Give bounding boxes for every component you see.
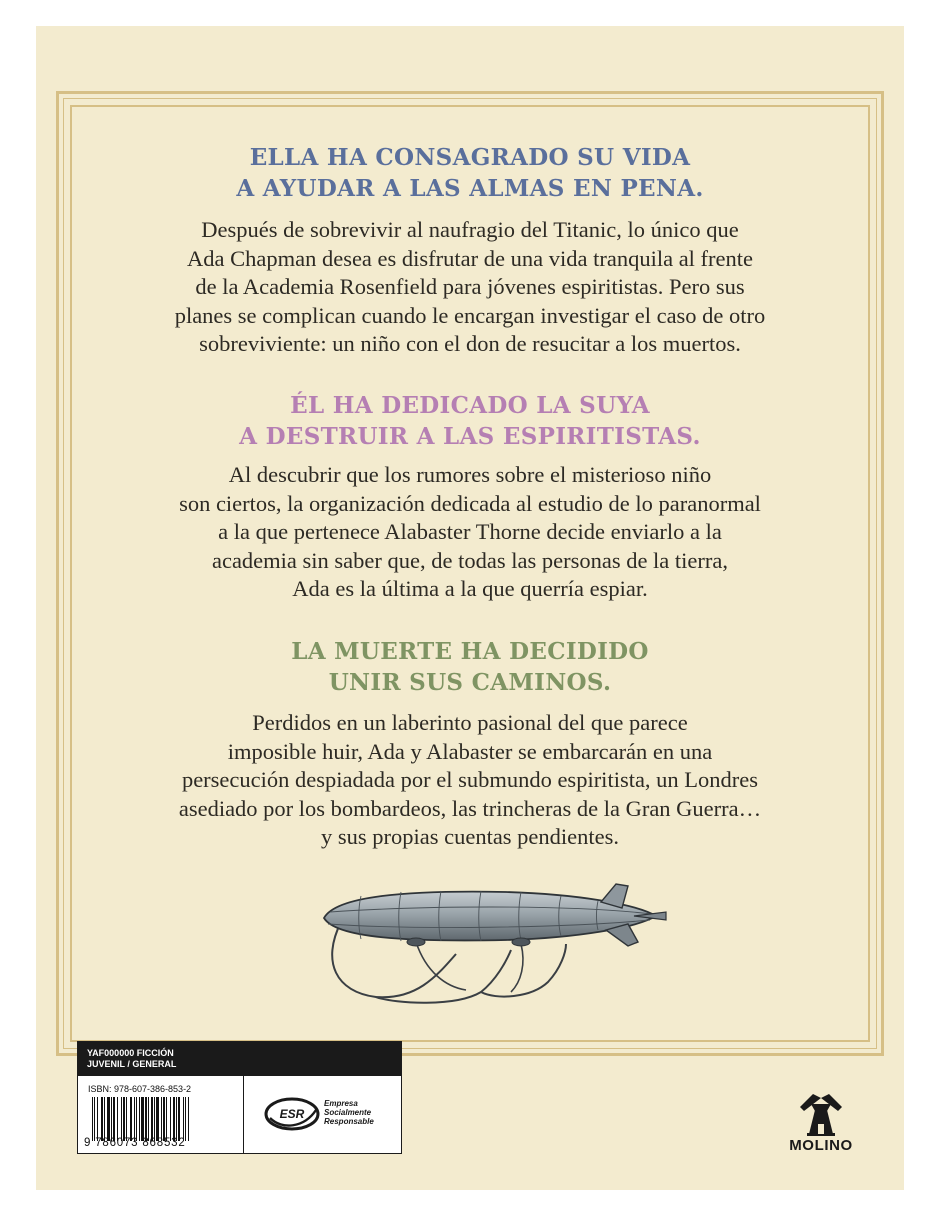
esr-label <box>324 1099 374 1126</box>
esr-logo-icon <box>264 1096 320 1132</box>
paragraph-line: a la que pertenece Alabaster Thorne decide enviarlo a la <box>218 519 722 544</box>
category-line: JUVENIL / GENERAL <box>87 1059 177 1069</box>
esr-line: Socialmente <box>324 1108 372 1117</box>
paragraph-laberinto <box>70 709 870 852</box>
isbn-label: ISBN: 978-607-386-853-2 <box>88 1084 192 1094</box>
paragraph-line: son ciertos, la organización dedicada al estudio de lo paranormal <box>179 490 761 516</box>
esr-logo-text: ESR <box>279 1107 305 1121</box>
barcode-icon <box>92 1097 232 1141</box>
paragraph-line: Ada Chapman desea es disfrutar de una vida tranquila al frente <box>186 245 754 271</box>
heading-el <box>70 390 870 452</box>
subject-category <box>87 1048 176 1070</box>
paragraph-line: imposible huir, Ada y Alabaster se embarcarán en una <box>227 738 713 764</box>
heading-line: A AYUDAR A LAS ALMAS EN PENA. <box>236 175 704 202</box>
esr-line: Responsable <box>324 1117 374 1126</box>
windmill-icon <box>795 1090 847 1138</box>
heading-ella <box>70 142 870 204</box>
publisher-name: MOLINO <box>789 1137 853 1154</box>
paragraph-line: sobreviviente: un niño con el don de resucitar a los muertos. <box>199 331 741 356</box>
paragraph-alabaster <box>70 461 870 604</box>
heading-line: UNIR SUS CAMINOS. <box>328 669 612 696</box>
heading-line: ÉL HA DEDICADO LA SUYA <box>290 392 650 419</box>
heading-line: A DESTRUIR A LAS ESPIRITISTAS. <box>239 423 701 450</box>
paragraph-line: y sus propias cuentas pendientes. <box>320 824 620 849</box>
ean-digits: 9 786073 868532 <box>84 1137 186 1149</box>
esr-line: Empresa <box>324 1099 358 1108</box>
paragraph-line: Perdidos en un laberinto pasional del que parece <box>252 710 688 735</box>
panel-divider <box>243 1042 244 1153</box>
paragraph-ada <box>70 216 870 359</box>
heading-muerte <box>70 636 870 698</box>
paragraph-line: asediado por los bombardeos, las trincheras de la Gran Guerra… <box>178 795 762 821</box>
paragraph-line: academia sin saber que, de todas las personas de la tierra, <box>211 547 729 573</box>
barcode-panel <box>77 1041 402 1154</box>
heading-line: LA MUERTE HA DECIDIDO <box>291 638 649 665</box>
paragraph-line: Al descubrir que los rumores sobre el misterioso niño <box>228 462 712 487</box>
heading-line: ELLA HA CONSAGRADO SU VIDA <box>249 144 691 171</box>
paragraph-line: persecución despiadada por el submundo espiritista, un Londres <box>181 767 759 792</box>
category-line: YAF000000 FICCIÓN <box>87 1048 174 1058</box>
paragraph-line: planes se complican cuando le encargan investigar el caso de otro <box>174 302 766 328</box>
paragraph-line: de la Academia Rosenfield para jóvenes espiritistas. Pero sus <box>195 274 745 299</box>
paragraph-line: Después de sobrevivir al naufragio del Titanic, lo único que <box>201 217 739 242</box>
zeppelin-illustration <box>316 882 676 1012</box>
paragraph-line: Ada es la última a la que querría espiar. <box>292 576 648 601</box>
